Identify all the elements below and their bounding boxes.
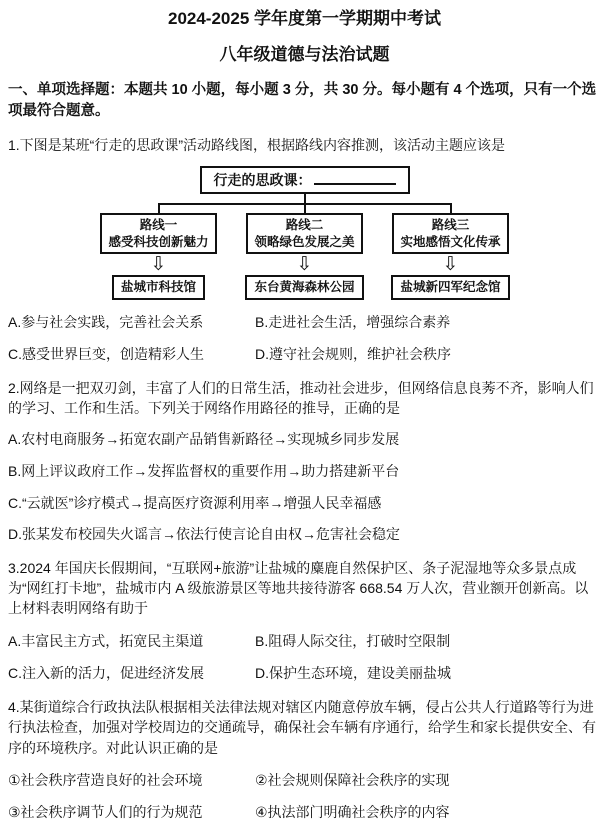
route-flowchart <box>85 166 525 300</box>
exam-title: 2024-2025 学年度第一学期期中考试 <box>167 9 442 28</box>
question-4 <box>8 697 601 823</box>
flowchart-title-box <box>200 166 410 194</box>
question-3-options <box>8 632 601 684</box>
option-item: B.走进社会生活，增强综合素养 <box>255 313 451 330</box>
option-item: ①社会秩序营造良好的社会环境 <box>8 771 203 788</box>
flowchart-connector-stem <box>304 194 306 203</box>
question-3-stem: 3.2024 年国庆长假期间，“互联网+旅游”让盐城的麋鹿自然保护区、条子泥湿地等众多景点成为“网红打卡地”，盐城市内 A 级旅游景区等地共接待游客 668.54 万人次，营业额开创新高。以上材料表明网络有助于 <box>8 559 589 617</box>
option-item: C.“云就医”诊疗模式→提高医疗资源利用率→增强人民幸福感 <box>8 494 382 511</box>
question-2-stem: 2.网络是一把双刃剑，丰富了人们的日常生活，推动社会进步，但网络信息良莠不齐，影响人们的学习、工作和生活。下列关于网络作用路径的推导，正确的是 <box>8 379 594 417</box>
route-box-2 <box>246 213 362 255</box>
option-item: ④执法部门明确社会秩序的内容 <box>255 804 450 821</box>
down-arrow-icon: ⇩ <box>150 254 167 276</box>
route-1-theme: 感受科技创新魅力 <box>108 234 209 249</box>
question-2-options <box>8 430 601 544</box>
route-2-name: 路线二 <box>285 217 324 232</box>
flowchart-routes-row <box>85 203 525 300</box>
option-item: ②社会规则保障社会秩序的实现 <box>255 771 450 788</box>
destination-box-1: 盐城市科技馆 <box>112 275 205 299</box>
question-4-stem: 4.某街道综合行政执法队根据相关法律法规对辖区内随意停放车辆，侵占公共人行道路等行为进行执法检查，加强对学校周边的交通疏导，确保社会车辆有序通行，给学生和家长提供安全、有序的环境秩序。对此认识正确的是 <box>8 698 596 756</box>
option-item: C.注入新的活力，促进经济发展 <box>8 665 204 682</box>
down-arrow-icon: ⇩ <box>296 254 313 276</box>
route-column-1 <box>86 203 232 300</box>
option-item: B.阻碍人际交往，打破时空限制 <box>255 632 451 649</box>
question-2 <box>8 378 601 545</box>
route-column-3 <box>378 203 524 300</box>
option-item: B.网上评议政府工作→发挥监督权的重要作用→助力搭建新平台 <box>8 463 400 480</box>
question-1-options <box>8 313 601 365</box>
down-arrow-icon: ⇩ <box>442 254 459 276</box>
question-3 <box>8 558 601 684</box>
route-3-name: 路线三 <box>431 217 470 232</box>
option-item: D.保护生态环境，建设美丽盐城 <box>255 665 451 682</box>
route-box-1 <box>100 213 216 255</box>
blank-line <box>314 171 396 185</box>
question-1 <box>8 135 601 365</box>
destination-box-3: 盐城新四军纪念馆 <box>391 275 509 299</box>
option-item: D.遵守社会规则，维护社会秩序 <box>255 346 451 363</box>
exam-subtitle: 八年级道德与法治试题 <box>219 45 390 65</box>
route-2-theme: 领略绿色发展之美 <box>254 234 355 249</box>
option-item: ③社会秩序调节人们的行为规范 <box>8 804 203 821</box>
option-item: C.感受世界巨变，创造精彩人生 <box>8 346 204 363</box>
route-column-2 <box>232 203 378 300</box>
option-item: A.丰富民主方式，拓宽民主渠道 <box>8 632 204 649</box>
question-4-options <box>8 771 601 823</box>
section-heading: 一、单项选择题：本题共 10 小题，每小题 3 分，共 30 分。每小题有 4 个选项，只有一个选项最符合题意。 <box>8 82 597 120</box>
connector-line <box>378 203 524 213</box>
route-1-name: 路线一 <box>139 217 178 232</box>
connector-line <box>232 203 378 213</box>
option-item: D.张某发布校园失火谣言→依法行使言论自由权→危害社会稳定 <box>8 526 400 543</box>
connector-line <box>86 203 232 213</box>
option-item: A.参与社会实践，完善社会关系 <box>8 313 204 330</box>
flowchart-title-label: 行走的思政课： <box>213 171 312 188</box>
question-1-stem: 1.下图是某班“行走的思政课”活动路线图，根据路线内容推测，该活动主题应该是 <box>8 137 505 154</box>
option-item: A.农村电商服务→拓宽农副产品销售新路径→实现城乡同步发展 <box>8 431 400 448</box>
route-box-3 <box>392 213 508 255</box>
route-3-theme: 实地感悟文化传承 <box>400 234 501 249</box>
destination-box-2: 东台黄海森林公园 <box>245 275 363 299</box>
